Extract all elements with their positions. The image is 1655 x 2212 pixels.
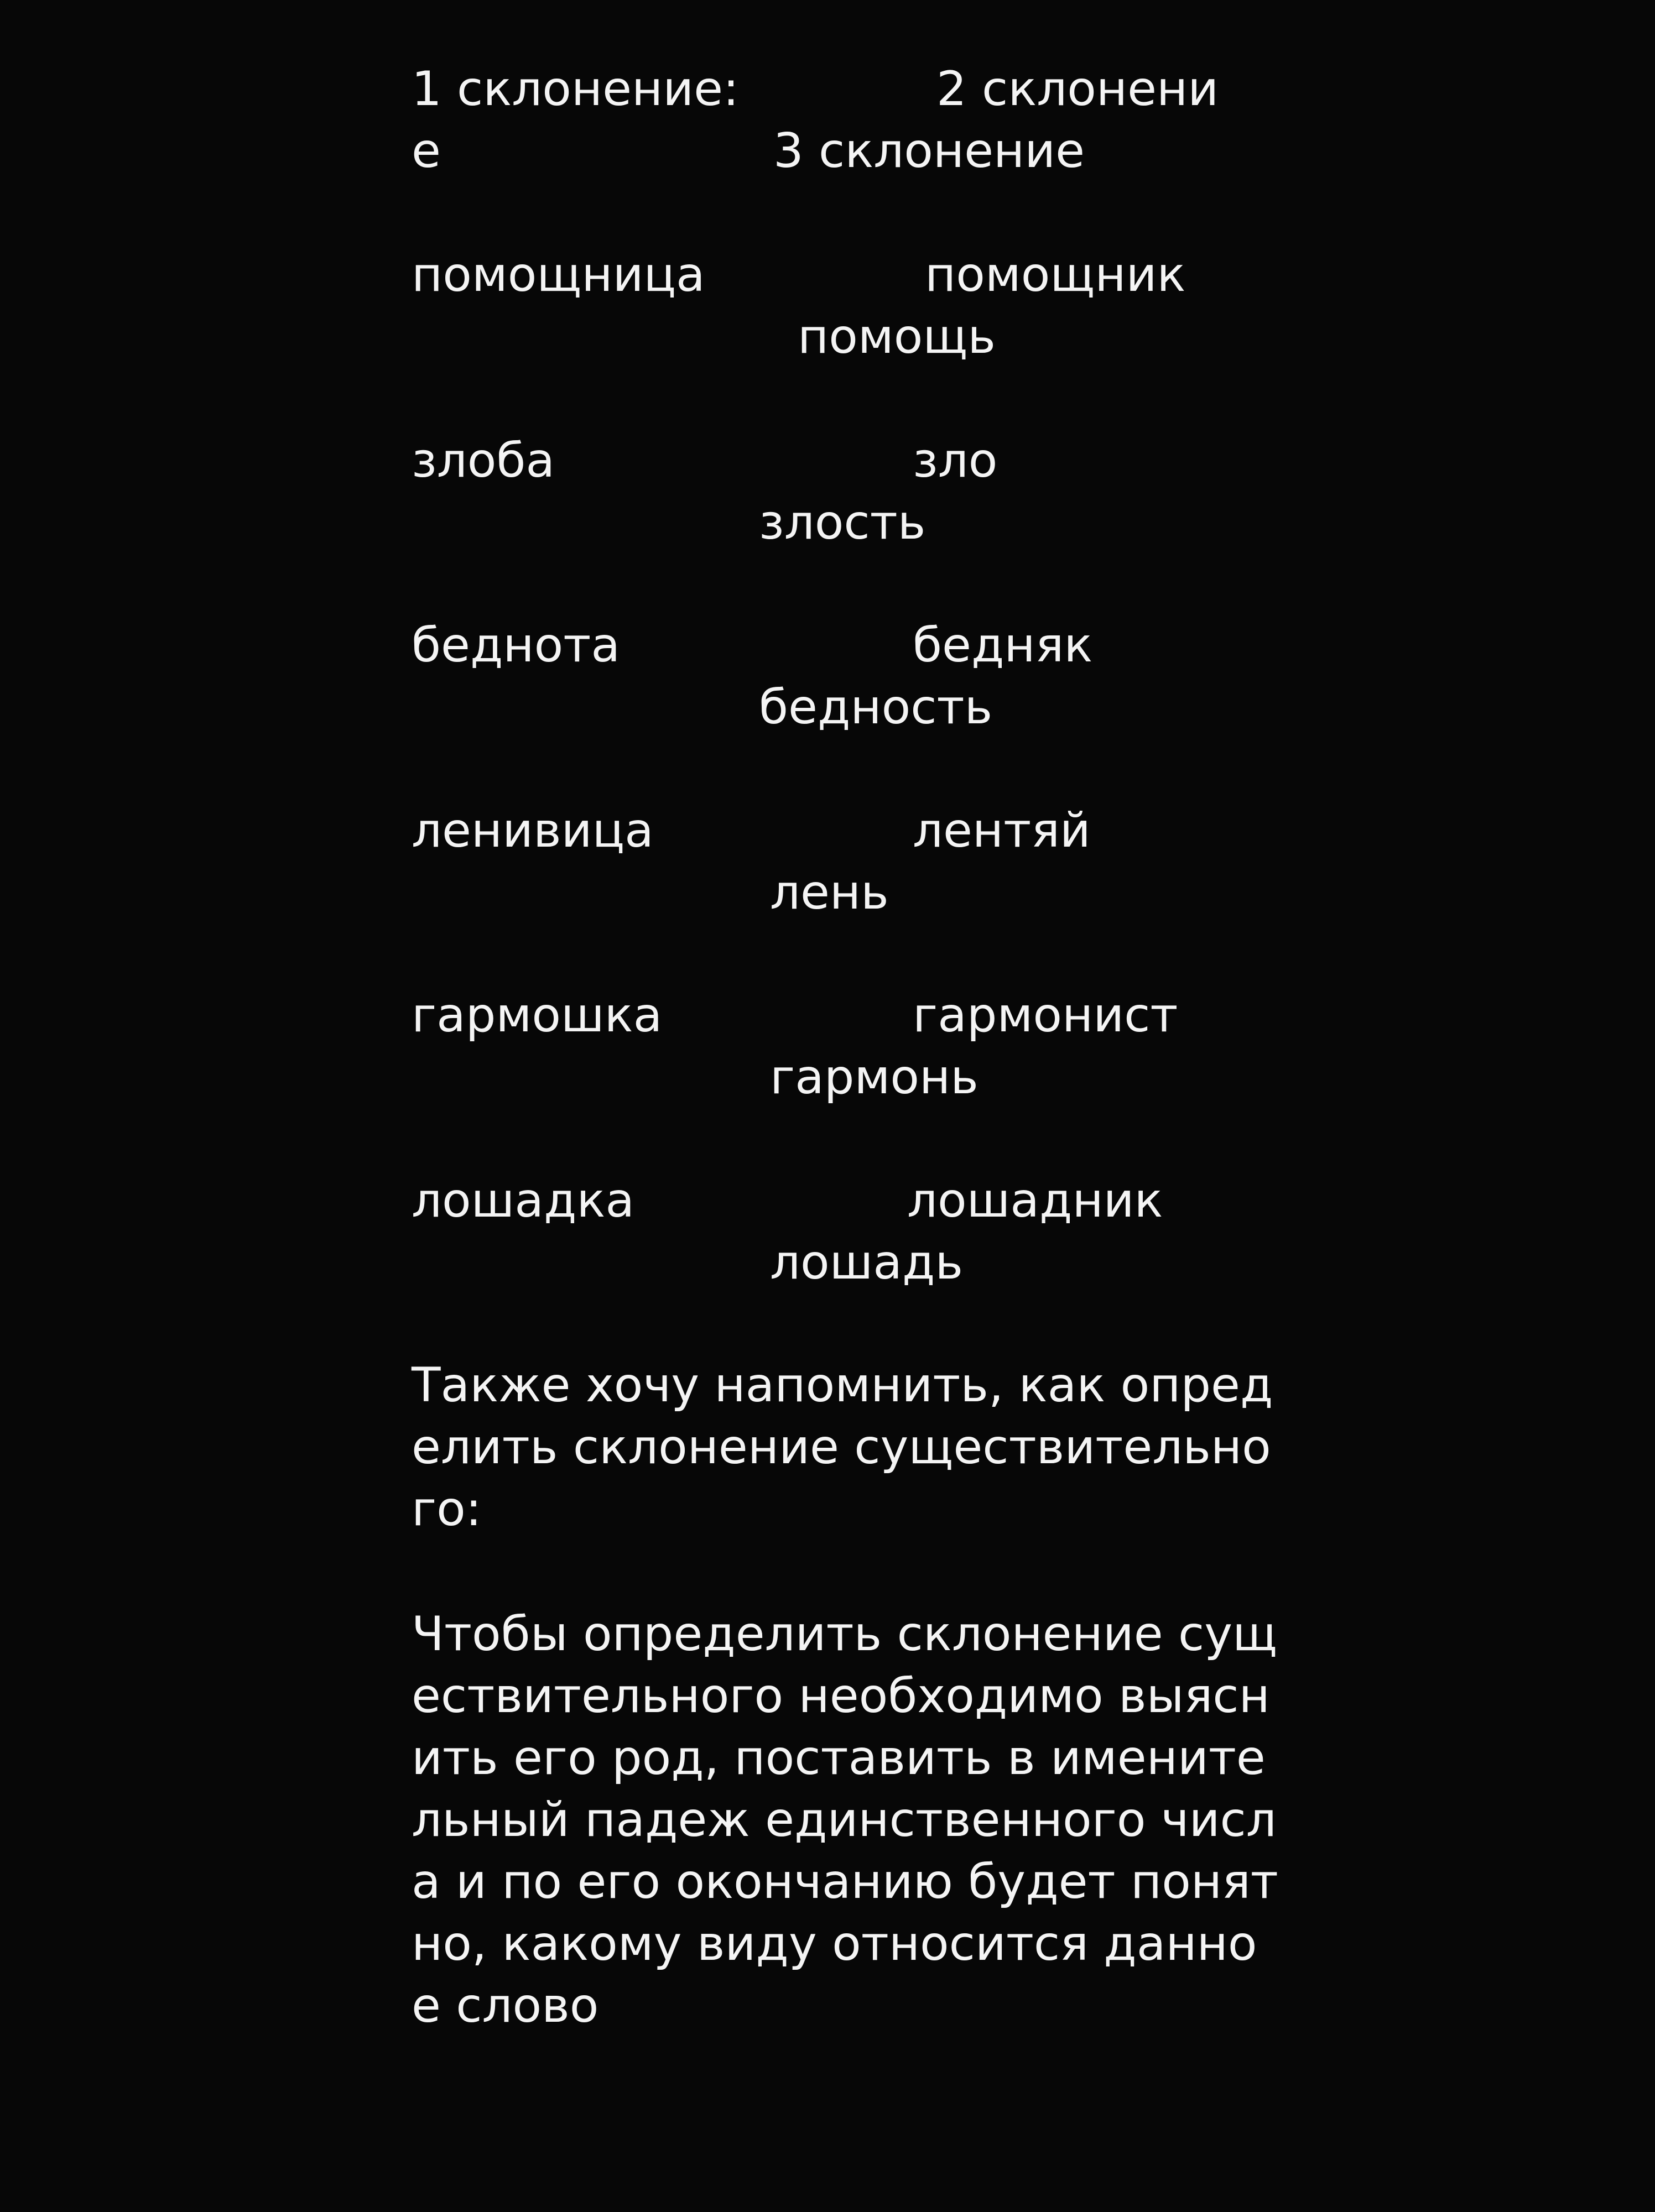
reminder-paragraph xyxy=(412,1354,1273,1540)
row-4-declension-1: ленивица xyxy=(412,803,654,858)
row-5-declension-1: гармошка xyxy=(412,988,663,1043)
reminder-line: Также хочу напомнить, как опред xyxy=(412,1358,1273,1413)
header-declension-3: 3 склонение xyxy=(773,123,1085,179)
row-2-declension-3: злость xyxy=(759,495,926,550)
explanation-line: е слово xyxy=(412,1978,599,2033)
row-1-declension-1: помощница xyxy=(412,247,705,302)
row-5-declension-2: гармонист xyxy=(913,988,1178,1043)
row-2-declension-1: злоба xyxy=(412,433,555,488)
row-4-declension-3: лень xyxy=(770,865,889,920)
row-3-declension-3: бедность xyxy=(759,680,993,735)
row-6-declension-1: лошадка xyxy=(412,1173,635,1228)
header-declension-2-part1: 2 склонени xyxy=(936,61,1219,117)
explanation-line: а и по его окончанию будет понят xyxy=(412,1854,1278,1910)
explanation-line: но, какому виду относится данно xyxy=(412,1916,1257,1971)
row-3-declension-2: бедняк xyxy=(913,618,1093,673)
explanation-line: ествительного необходимо выясн xyxy=(412,1668,1270,1724)
row-6-declension-3: лошадь xyxy=(770,1235,964,1290)
explanation-line: льный падеж единственного числ xyxy=(412,1792,1277,1848)
header-declension-2-part2: е xyxy=(412,123,441,179)
row-1-declension-3: помощь xyxy=(798,309,996,364)
row-6-declension-2: лошадник xyxy=(907,1173,1163,1228)
reminder-line: го: xyxy=(412,1481,482,1537)
row-3-declension-1: беднота xyxy=(412,618,621,673)
row-4-declension-2: лентяй xyxy=(913,803,1091,858)
row-1-declension-2: помощник xyxy=(925,247,1186,302)
row-2-declension-2: зло xyxy=(913,433,998,488)
row-5-declension-3: гармонь xyxy=(770,1050,979,1105)
explanation-line: ить его род, поставить в имените xyxy=(412,1730,1266,1786)
header-declension-1: 1 склонение: xyxy=(412,61,740,117)
explanation-paragraph xyxy=(412,1603,1278,2037)
explanation-line: Чтобы определить склонение сущ xyxy=(412,1606,1278,1662)
reminder-line: елить склонение существительно xyxy=(412,1420,1271,1475)
